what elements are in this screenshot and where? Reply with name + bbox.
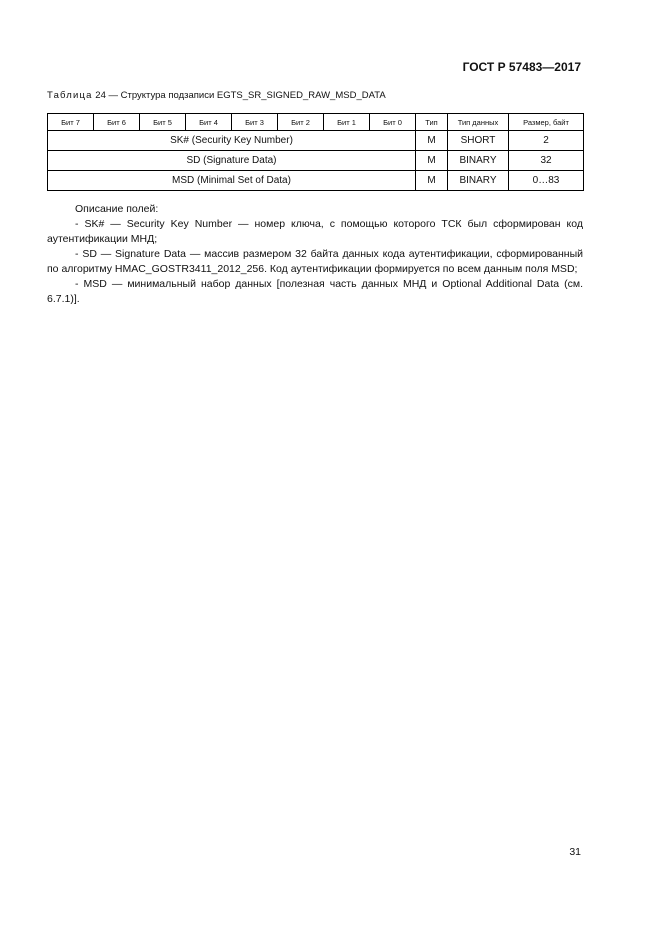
data-type-cell: BINARY	[448, 171, 509, 191]
field-name-cell: SD (Signature Data)	[48, 151, 416, 171]
type-cell: M	[416, 151, 448, 171]
description-heading: Описание полей:	[75, 203, 159, 215]
table-caption	[47, 90, 386, 101]
column-header: Бит 3	[232, 114, 278, 131]
column-header: Бит 5	[140, 114, 186, 131]
description-item: - MSD — минимальный набор данных [полезная часть данных МНД и Optional Additional Data (см. 6.7.1)].	[47, 278, 583, 305]
size-cell: 2	[509, 131, 584, 151]
column-header: Размер, байт	[509, 114, 584, 131]
column-header: Бит 6	[94, 114, 140, 131]
type-cell: M	[416, 131, 448, 151]
field-descriptions	[47, 202, 583, 307]
column-header: Бит 0	[370, 114, 416, 131]
description-item: - SK# — Security Key Number — номер ключа, с помощью которого ТСК был сформирован код аутентификации МНД;	[47, 218, 583, 245]
field-name-cell: MSD (Minimal Set of Data)	[48, 171, 416, 191]
size-cell: 32	[509, 151, 584, 171]
page-number: 31	[569, 846, 581, 858]
data-type-cell: SHORT	[448, 131, 509, 151]
table-caption-label: Таблица	[47, 90, 93, 101]
table-caption-text: 24 — Структура подзаписи EGTS_SR_SIGNED_RAW_MSD_DATA	[95, 90, 386, 101]
field-name-cell: SK# (Security Key Number)	[48, 131, 416, 151]
type-cell: M	[416, 171, 448, 191]
size-cell: 0…83	[509, 171, 584, 191]
table-row	[48, 151, 584, 171]
table-row	[48, 131, 584, 151]
table-header-row	[48, 114, 584, 131]
subrecord-structure-table	[47, 113, 584, 191]
column-header: Тип	[416, 114, 448, 131]
column-header: Тип данных	[448, 114, 509, 131]
data-type-cell: BINARY	[448, 151, 509, 171]
column-header: Бит 2	[278, 114, 324, 131]
standard-code: ГОСТ Р 57483—2017	[462, 60, 581, 74]
table-row	[48, 171, 584, 191]
column-header: Бит 1	[324, 114, 370, 131]
column-header: Бит 7	[48, 114, 94, 131]
description-item: - SD — Signature Data — массив размером 32 байта данных кода аутентификации, сформированный по алгоритму HMAC_GOSTR3411_2012_256. Код аутентификации формируется по всем данным поля MSD;	[47, 248, 583, 275]
column-header: Бит 4	[186, 114, 232, 131]
